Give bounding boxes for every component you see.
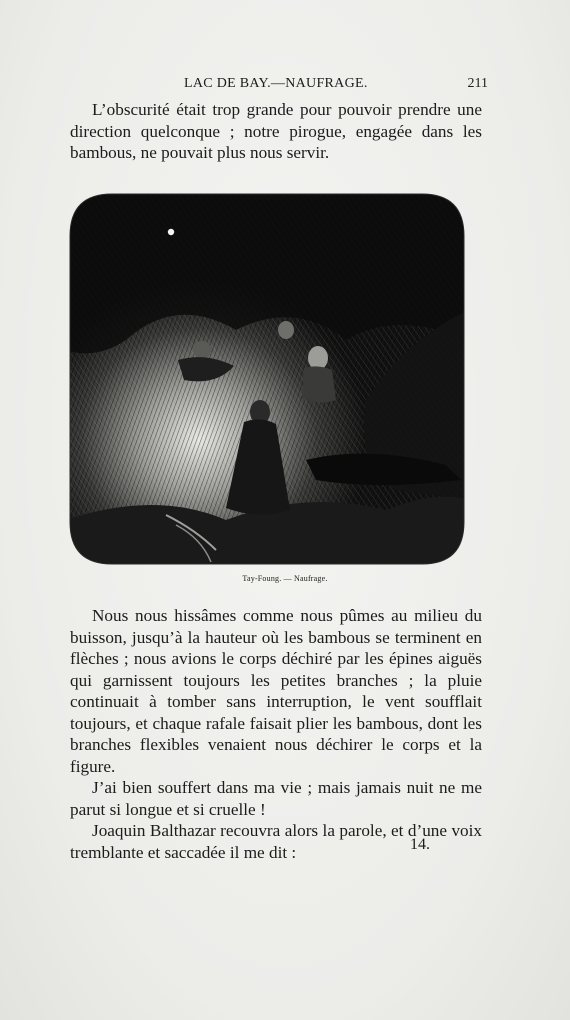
paragraph: J’ai bien souffert dans ma vie ; mais jamais nuit ne me parut si longue et si cruelle ! xyxy=(70,778,482,819)
engraving-illustration xyxy=(66,190,468,568)
signature-mark: 14. xyxy=(410,836,430,853)
engraving-image xyxy=(66,190,468,568)
running-head xyxy=(70,76,488,96)
running-title: LAC DE BAY.—NAUFRAGE. xyxy=(184,76,368,91)
paragraph: Joaquin Balthazar recouvra alors la parole, et d’une voix tremblante et saccadée il me dit : xyxy=(70,821,482,862)
illustration-caption: Tay-Foung. — Naufrage. xyxy=(242,574,328,583)
text-block-bottom xyxy=(70,605,482,863)
paragraph: Nous nous hissâmes comme nous pûmes au milieu du buisson, jusqu’à la hauteur où les bambous se terminent en flèches ; nous avions le corps déchiré par les épines aiguës qui garnissent toujours les petites branches ; la pluie continuait à tomber sans interruption, le vent soufflait toujours, et chaque rafale faisait plier les bambous, dont les branches flexibles venaient nous déchirer le corps et la figure. xyxy=(70,606,482,776)
text-block-top xyxy=(70,99,482,164)
paragraph: L’obscurité était trop grande pour pouvoir prendre une direction quelconque ; notre pirogue, engagée dans les bambous, ne pouvait plus nous servir. xyxy=(70,100,482,162)
page-number: 211 xyxy=(467,76,488,91)
